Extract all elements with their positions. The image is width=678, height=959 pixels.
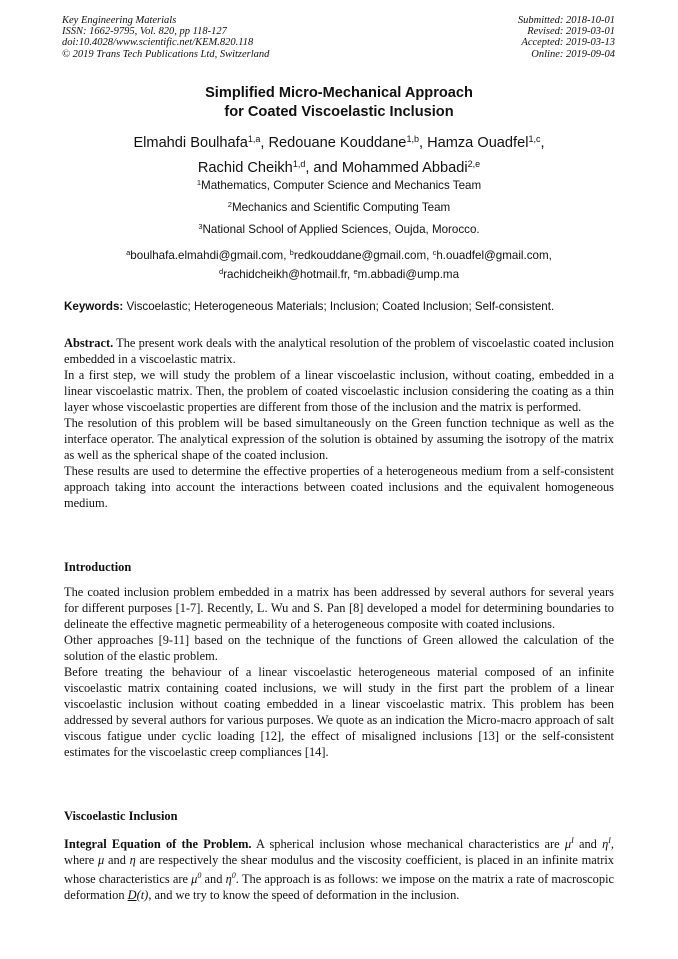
keywords-label: Keywords: [64, 300, 124, 313]
author-sup: 1,a [247, 134, 261, 144]
author-name: Mohammed Abbadi [341, 160, 468, 176]
section-heading-introduction: Introduction [64, 560, 132, 574]
author-sup: 1,b [406, 134, 419, 144]
author-name: Elmahdi Boulhafa [133, 135, 248, 151]
publication-dates [518, 15, 615, 60]
viscoelastic-body: Integral Equation of the Problem. A spherical inclusion whose mechanical characteristics are $\mu^I$ and $\eta^I$, where μ and η are respectively the shear modulus and the viscosity coefficient, is placed in an infinite matrix whose characteristics are $\mu^0$ and $\eta^0$. The approach is as follows: we impose on the matrix a rate of macroscopic deformation D(t), and we try to know the speed of deformation in the inclusion. [64, 836, 615, 902]
keywords-text: Viscoelastic; Heterogeneous Materials; Inclusion; Coated Inclusion; Self-consistent. [123, 300, 555, 313]
section-heading-viscoelastic-inclusion: Viscoelastic Inclusion [64, 809, 178, 823]
date-revised: Revised: 2019-03-01 [527, 26, 615, 38]
keywords [64, 299, 616, 314]
introduction-body: The coated inclusion problem embedded in a matrix has been addressed by several authors for several years for different purposes [1-7]. Recently, L. Wu and S. Pan [8] developed a model for determining boundaries to delineate the effective magnetic permeability of a heterogeneous composite with coated inclusions. Other approaches [9-11] based on the technique of the functions of Green allowed the calculation of the solution of the elastic problem. Before treating the behaviour of a linear viscoelastic heterogeneous material composed of an infinite viscoelastic matrix containing coated inclusions, we will study in the first part the problem of a linear viscoelastic inclusion without coating embedded in a linear viscoelastic matrix. This problem has been addressed by several authors for various purposes. We quote as an indication the Micro-macro approach of salt viscous fatigue under cyclic loading [12], the effect of misaligned inclusions [13] or the self-consistent estimates for the viscoelastic creep compliances [14]. [64, 585, 614, 759]
email-address[interactable]: rachidcheikh@hotmail.fr [223, 267, 348, 281]
email-address[interactable]: h.ouadfel@gmail.com [436, 249, 549, 262]
email-address[interactable]: m.abbadi@ump.ma [357, 267, 460, 281]
journal-issn: ISSN: 1662-9795, Vol. 820, pp 118-127 [62, 26, 227, 38]
email-address[interactable]: boulhafa.elmahdi@gmail.com [130, 249, 284, 262]
affiliation-3: $^3$National School of Applied Sciences, Oujda, Morocco. [198, 222, 480, 236]
author-sup: 1,d [292, 159, 306, 169]
email-address[interactable]: redkouddane@gmail.com [293, 249, 427, 262]
journal-name: Key Engineering Materials [62, 15, 177, 26]
author-name: Redouane Kouddane [268, 135, 407, 151]
date-accepted: Accepted: 2019-03-13 [521, 37, 615, 49]
author-list: Elmahdi Boulhafa$^{1,a}$, Redouane Kouddane$^{1,b}$, Hamza Ouadfel$^{1,c}$, Rachid Cheikh$^{1,d}$, and Mohammed Abbadi$^{2,e}$ [133, 134, 545, 176]
affiliation-2: $^2$Mechanics and Scientific Computing Team [227, 200, 451, 214]
author-name: Hamza Ouadfel [427, 135, 529, 151]
affiliation-1: $^1$Mathematics, Computer Science and Mechanics Team [196, 178, 482, 192]
author-sup: 2,e [467, 159, 481, 169]
author-name: Rachid Cheikh [197, 160, 293, 176]
date-submitted: Submitted: 2018-10-01 [517, 15, 615, 26]
author-sup: 1,c [528, 134, 541, 144]
abstract: Abstract. The present work deals with the analytical resolution of the problem of viscoelastic coated inclusion embedded in a viscoelastic matrix. In a first step, we will study the problem of a linear viscoelastic inclusion, without coating, embedded in a linear viscoelastic matrix. Then, the problem of coated viscoelastic inclusion considering the coating as a thin layer whose viscoelastic properties are different from those of the inclusion and the matrix is performed. The resolution of this problem will be based simultaneously on the Green function technique as well as the interface operator. The analytical expression of the solution is obtained by assuming the isotropy of the matrix as well as the spherical shape of the coated inclusion. These results are used to determine the effective properties of a heterogeneous medium from a self-consistent approach taking into account the interactions between coated inclusions and the equivalent homogeneous medium. [64, 336, 614, 510]
journal-copyright: © 2019 Trans Tech Publications Ltd, Switzerland [62, 48, 270, 60]
subsection-label: Integral Equation of the Problem. [64, 837, 252, 851]
journal-info [62, 15, 269, 60]
journal-doi: doi:10.4028/www.scientific.net/KEM.820.118 [62, 37, 254, 49]
paper-title: Simplified Micro-Mechanical Approach for Coated Viscoelastic Inclusion [205, 85, 473, 120]
abstract-label: Abstract. [64, 336, 114, 350]
date-online: Online: 2019-09-04 [531, 48, 615, 60]
email-list: $^a$boulhafa.elmahdi@gmail.com, $^b$redkouddane@gmail.com, $^c$h.ouadfel@gmail.com, $^d$rachidcheikh@hotmail.fr, $^e$m.abbadi@ump.ma [126, 248, 552, 281]
